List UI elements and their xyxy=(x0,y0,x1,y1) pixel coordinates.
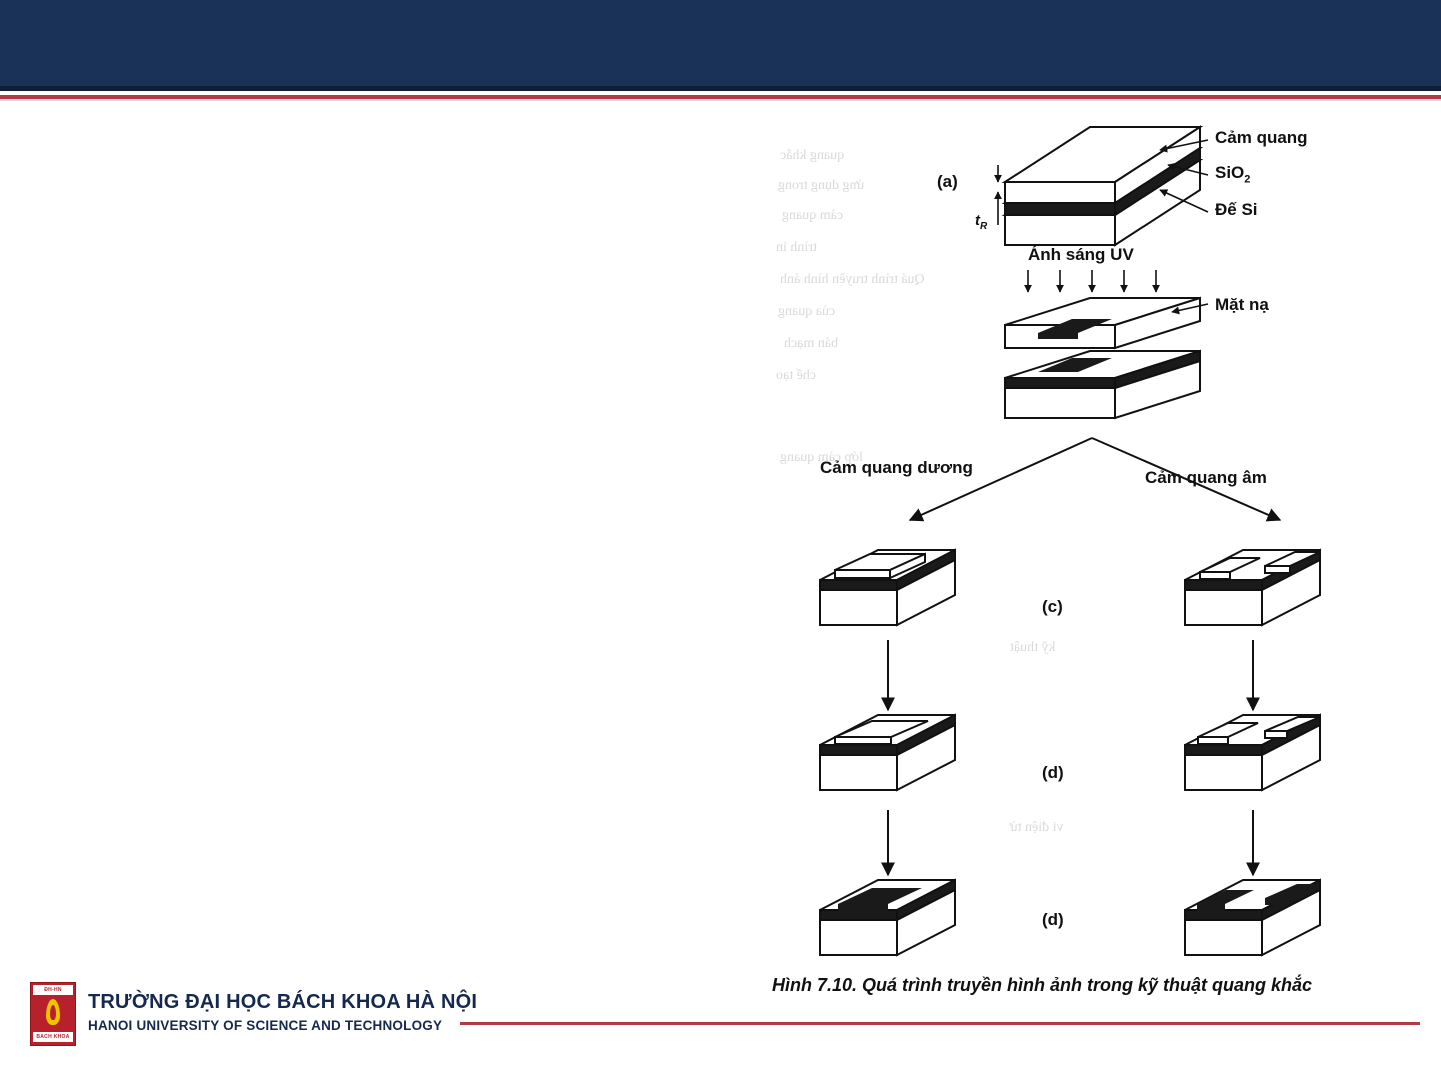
callout-uv-light: Ánh sáng UV xyxy=(1028,245,1134,264)
bleed-text-6: của quang xyxy=(778,304,836,319)
logo-top-text: ĐH-HN xyxy=(33,985,73,995)
callout-negative-resist: Cảm quang âm xyxy=(1145,468,1267,487)
university-name-vi: TRƯỜNG ĐẠI HỌC BÁCH KHOA HÀ NỘI xyxy=(88,991,478,1013)
bleed-text-5: Quá trình truyền hình ảnh xyxy=(780,272,925,287)
step-label-d2: (d) xyxy=(1042,910,1064,929)
bleed-text-2: ứng dụng trong xyxy=(778,178,865,193)
step-d2-left xyxy=(820,880,955,955)
bleed-text-9: lớp cảm quang xyxy=(780,450,863,465)
step-c-left xyxy=(820,550,955,625)
thickness-label xyxy=(975,212,987,232)
header-rule-thin xyxy=(0,99,1441,101)
logo-bottom-text: BACH KHOA xyxy=(33,1032,73,1042)
callout-positive-resist: Cảm quang dương xyxy=(820,458,973,477)
step-label-a: (a) xyxy=(937,172,958,191)
callout-oxide-text: SiO xyxy=(1215,163,1245,182)
photolithography-figure xyxy=(760,120,1420,1010)
uv-arrows xyxy=(1028,270,1156,292)
bleed-text-11: vi điện tử xyxy=(1010,820,1064,835)
header-band xyxy=(0,0,1441,86)
university-name-en: HANOI UNIVERSITY OF SCIENCE AND TECHNOLOGY xyxy=(88,1018,443,1033)
callout-oxide xyxy=(1215,163,1250,185)
bleed-text-1: quang khắc xyxy=(780,148,845,163)
callout-substrate: Đế Si xyxy=(1215,200,1258,219)
logo-flame-inner-icon xyxy=(50,1005,56,1020)
step-d1-right xyxy=(1185,715,1320,790)
step-d2-right xyxy=(1185,880,1320,955)
step-c-right xyxy=(1185,550,1320,625)
bleed-text-3: cảm quang xyxy=(782,208,844,223)
thickness-subscript: R xyxy=(980,221,988,232)
bleed-text-7: bản mạch xyxy=(784,336,839,351)
step-label-d1: (d) xyxy=(1042,763,1064,782)
thickness-symbol: t xyxy=(975,212,980,229)
step-d1-left xyxy=(820,715,955,790)
step-label-c: (c) xyxy=(1042,597,1063,616)
bleed-text-10: kỹ thuật xyxy=(1010,640,1056,655)
callout-photoresist: Cảm quang xyxy=(1215,128,1308,147)
step-b-mask xyxy=(1005,298,1200,348)
callout-oxide-subscript: 2 xyxy=(1244,173,1251,186)
header-rule-dark xyxy=(0,86,1441,91)
footer-rule xyxy=(460,1022,1420,1025)
bleed-text-8: chế tạo xyxy=(776,368,817,383)
figure-caption: Hình 7.10. Quá trình truyền hình ảnh trong kỹ thuật quang khắc xyxy=(772,975,1313,995)
bleed-text-4: trình in xyxy=(776,240,817,255)
university-logo xyxy=(30,982,76,1046)
callout-mask: Mặt nạ xyxy=(1215,295,1269,314)
step-b-wafer xyxy=(1005,351,1200,418)
